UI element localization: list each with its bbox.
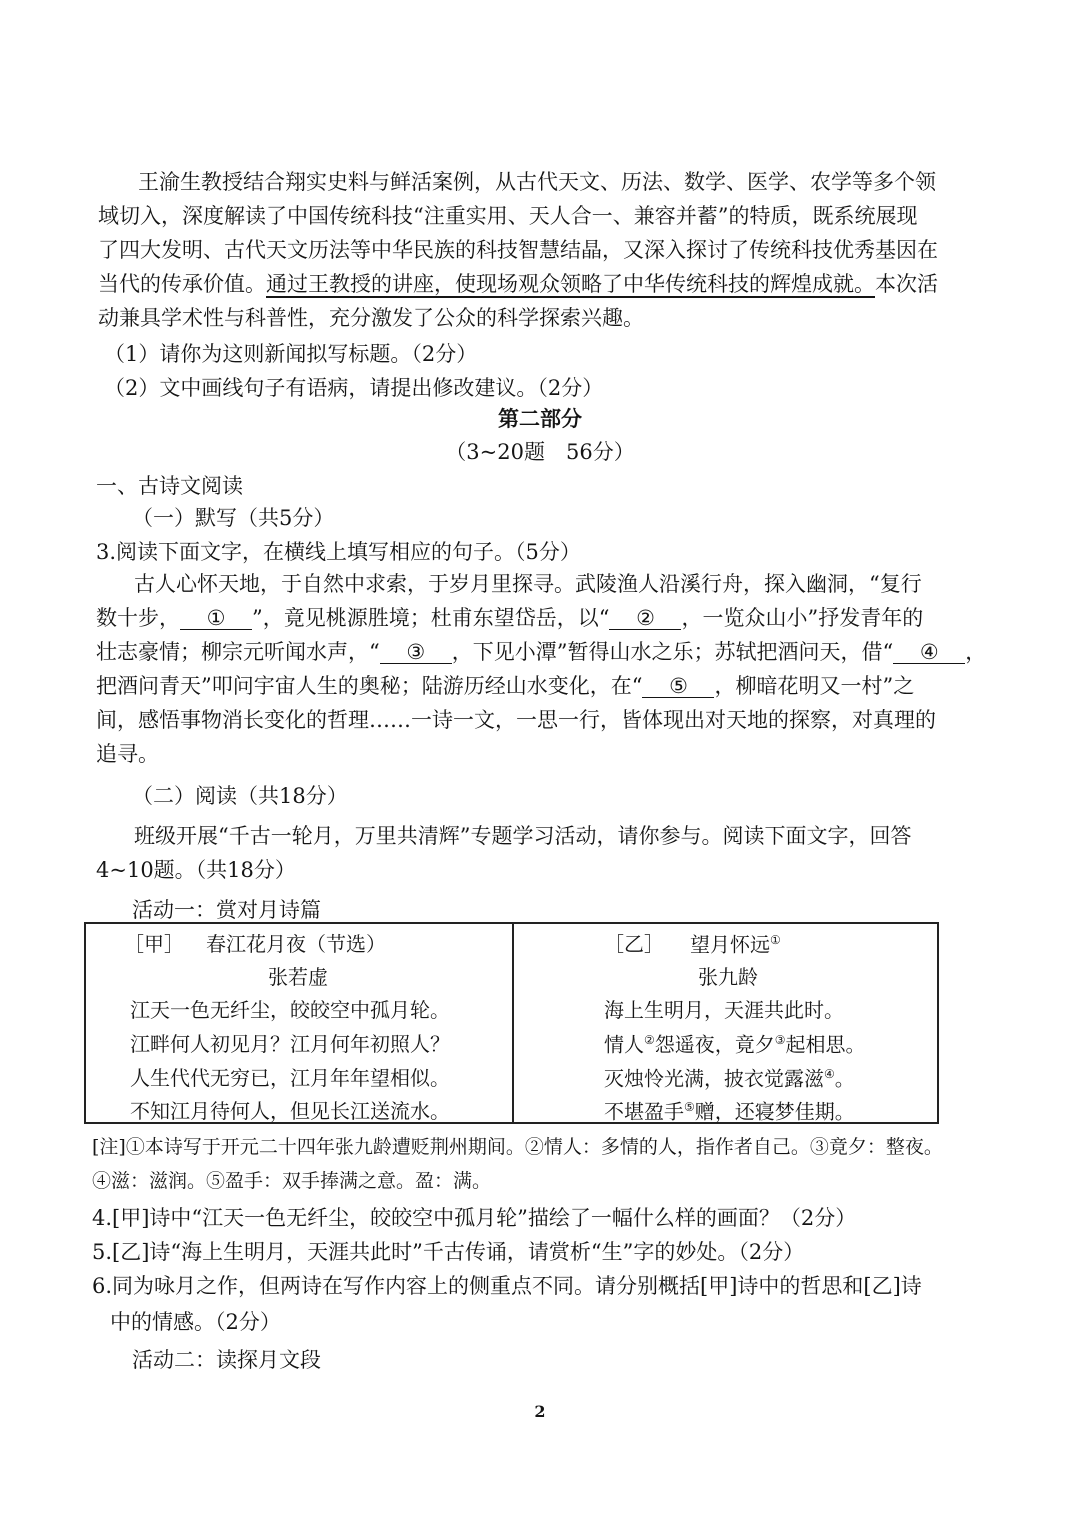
poem-a-tag: ［甲］ bbox=[124, 932, 184, 956]
section-heading: 一、古诗文阅读 bbox=[96, 474, 243, 498]
q3-text: ， bbox=[965, 640, 987, 664]
poem-text: 不堪盈手 bbox=[604, 1099, 684, 1124]
news-line-3: 了四大发明、古代天文历法等中华民族的科技智慧结晶，又深入探讨了传统科技优秀基因在 bbox=[98, 238, 938, 262]
question-6-line-1: 6.同为咏月之作，但两诗在写作内容上的侧重点不同。请分别概括[甲]诗中的哲思和[乙]诗 bbox=[92, 1274, 922, 1298]
fill-blank-5[interactable]: ⑤ bbox=[642, 676, 714, 698]
activity-1-heading: 活动一：赏对月诗篇 bbox=[132, 898, 321, 922]
notes-line-1: [注]①本诗写于开元二十四年张九龄遭贬荆州期间。②情人：多情的人，指作者自己。③竟夕：整夜。 bbox=[92, 1136, 943, 1158]
poem-text: 起相思。 bbox=[785, 1032, 866, 1057]
q3-text: ，下见小潭”暂得山水之乐；苏轼把酒问天，借“ bbox=[451, 640, 894, 664]
subsection-dictation: （一）默写（共5分） bbox=[132, 506, 335, 530]
subsection-reading: （二）阅读（共18分） bbox=[132, 784, 348, 808]
news-line-4 bbox=[98, 274, 938, 295]
poem-a-line-4: 不知江月待何人，但见长江送流水。 bbox=[130, 1099, 450, 1123]
footnote-marker: ② bbox=[644, 1033, 655, 1047]
question-5: 5.[乙]诗“海上生明月，天涯共此时”千古传诵，请赏析“生”字的妙处。（2分） bbox=[92, 1240, 805, 1264]
reading-intro-1: 班级开展“千古一轮月，万里共清辉”专题学习活动，请你参与。阅读下面文字，回答 bbox=[134, 824, 912, 848]
q3-text: ，一览众山小”抒发青年的 bbox=[681, 606, 924, 630]
q3-text: ”，竟见桃源胜境；杜甫东望岱岳，以“ bbox=[252, 606, 610, 630]
question-6-line-2: 中的情感。（2分） bbox=[110, 1310, 281, 1334]
poem-b-title bbox=[690, 934, 781, 955]
q3-text: 把酒问青天”叩问宇宙人生的奥秘；陆游历经山水变化，在“ bbox=[96, 674, 643, 698]
footnote-marker: ③ bbox=[774, 1033, 786, 1047]
question-3: 3.阅读下面文字，在横线上填写相应的句子。（5分） bbox=[96, 540, 581, 564]
news-line-4-start: 当代的传承价值。 bbox=[98, 272, 266, 296]
poem-b-title-text: 望月怀远 bbox=[690, 932, 770, 957]
page-number: 2 bbox=[534, 1402, 546, 1421]
footnote-marker: ④ bbox=[824, 1067, 835, 1081]
footnote-marker: ① bbox=[770, 933, 781, 947]
part-title: 第二部分 bbox=[498, 406, 582, 431]
poem-b-tag: ［乙］ bbox=[604, 932, 664, 956]
poem-b-author: 张九龄 bbox=[698, 965, 758, 989]
footnote-marker: ⑤ bbox=[684, 1100, 695, 1114]
q3-text-line-6: 追寻。 bbox=[96, 742, 159, 766]
poem-a-line-1: 江天一色无纤尘，皎皎空中孤月轮。 bbox=[130, 998, 450, 1022]
question-1-2: （2）文中画线句子有语病，请提出修改建议。（2分） bbox=[104, 376, 604, 400]
part-subtitle: （3~20题 56分） bbox=[445, 440, 635, 464]
fill-blank-2[interactable]: ② bbox=[609, 608, 681, 630]
q3-text: 壮志豪情；柳宗元听闻水声，“ bbox=[96, 640, 380, 664]
poem-text: 情人 bbox=[604, 1032, 644, 1057]
news-line-2: 域切入，深度解读了中国传统科技“注重实用、天人合一、兼容并蓄”的特质，既系统展现 bbox=[98, 204, 918, 228]
poem-a-author: 张若虚 bbox=[268, 965, 328, 989]
fill-blank-4[interactable]: ④ bbox=[893, 642, 965, 664]
poem-text: 。 bbox=[834, 1066, 855, 1091]
question-4: 4.[甲]诗中“江天一色无纤尘，皎皎空中孤月轮”描绘了一幅什么样的画面？（2分） bbox=[92, 1206, 857, 1230]
poem-text: 赠，还寝梦佳期。 bbox=[694, 1099, 855, 1124]
fill-blank-1[interactable]: ① bbox=[180, 608, 252, 630]
q3-text-line-5: 间，感悟事物消长变化的哲理……一诗一文，一思一行，皆体现出对天地的探察，对真理的 bbox=[96, 708, 936, 732]
q3-text-line-1: 古人心怀天地，于自然中求索，于岁月里探寻。武陵渔人沿溪行舟，探入幽洞，“复行 bbox=[134, 572, 922, 596]
activity-2-heading: 活动二：读探月文段 bbox=[132, 1348, 321, 1372]
poem-table-divider bbox=[512, 922, 514, 1124]
fill-blank-3[interactable]: ③ bbox=[380, 642, 452, 664]
poem-b-line-4 bbox=[604, 1101, 855, 1122]
underlined-faulty-sentence: 通过王教授的讲座，使现场观众领略了中华传统科技的辉煌成就。 bbox=[266, 272, 875, 296]
poem-text: 怨遥夜，竟夕 bbox=[654, 1032, 775, 1057]
poem-b-line-1: 海上生明月，天涯共此时。 bbox=[604, 998, 844, 1022]
poem-a-title: 春江花月夜（节选） bbox=[206, 932, 386, 956]
notes-line-2: ④滋：滋润。⑤盈手：双手捧满之意。盈：满。 bbox=[92, 1170, 492, 1192]
poem-a-line-2: 江畔何人初见月？江月何年初照人？ bbox=[130, 1032, 450, 1056]
question-1-1: （1）请你为这则新闻拟写标题。（2分） bbox=[104, 342, 478, 366]
q3-text-line-4 bbox=[96, 676, 914, 698]
news-line-5: 动兼具学术性与科普性，充分激发了公众的科学探索兴趣。 bbox=[98, 306, 644, 330]
q3-text-line-3 bbox=[96, 642, 986, 664]
reading-intro-2: 4~10题。（共18分） bbox=[96, 858, 296, 882]
poem-a-line-3: 人生代代无穷已，江月年年望相似。 bbox=[130, 1066, 450, 1090]
poem-b-line-2 bbox=[604, 1034, 866, 1055]
q3-text: 数十步， bbox=[96, 606, 180, 630]
poem-b-line-3 bbox=[604, 1068, 855, 1089]
poem-text: 灭烛怜光满，披衣觉露滋 bbox=[604, 1066, 824, 1091]
q3-text: ，柳暗花明又一村”之 bbox=[714, 674, 915, 698]
news-line-1: 王渝生教授结合翔实史料与鲜活案例，从古代天文、历法、数学、医学、农学等多个领 bbox=[138, 170, 936, 194]
q3-text-line-2 bbox=[96, 608, 923, 630]
news-line-4-end: 本次活 bbox=[875, 272, 938, 296]
